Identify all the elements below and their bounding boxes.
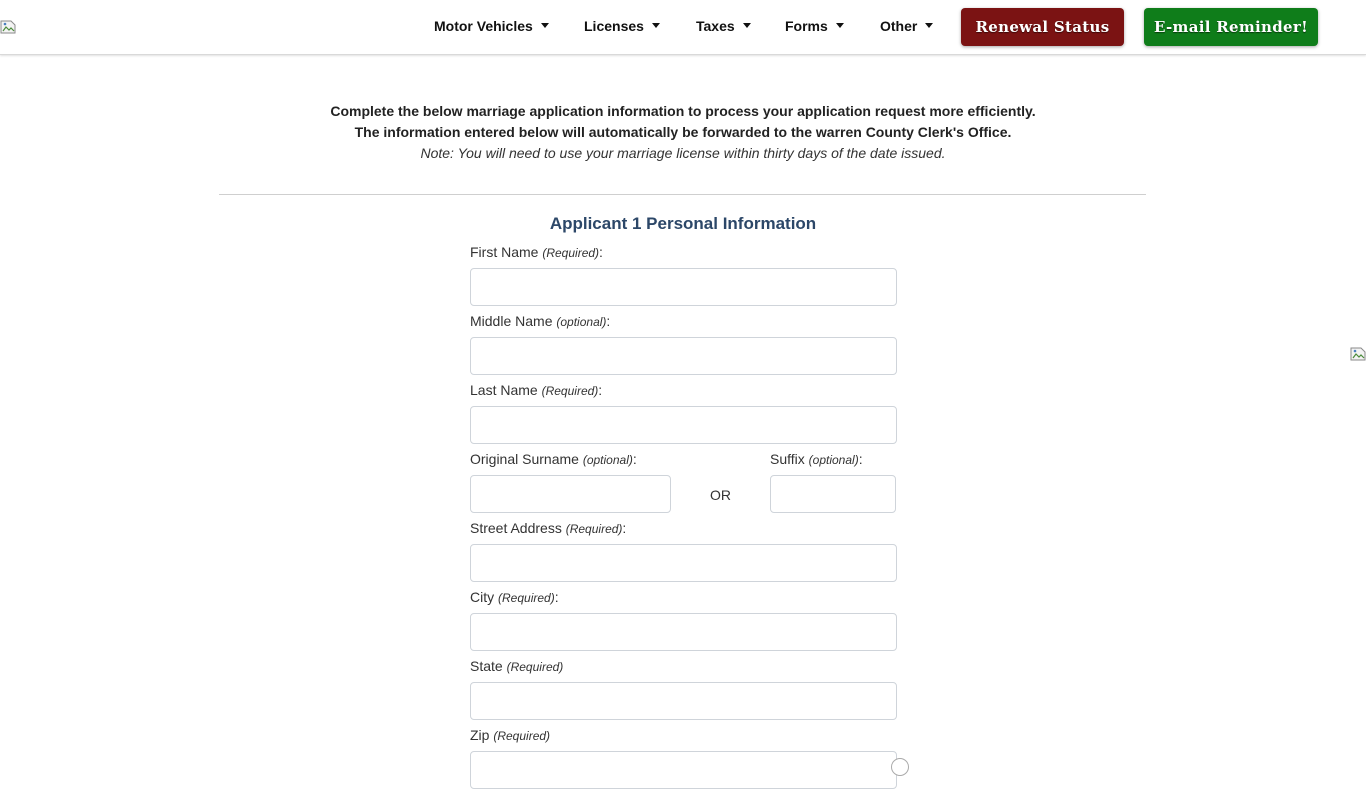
- street-address-input[interactable]: [470, 544, 897, 582]
- optional-hint: (optional): [808, 453, 859, 467]
- broken-image-icon[interactable]: [1350, 346, 1366, 362]
- nav-menu-label: Licenses: [584, 18, 644, 34]
- required-hint: (Required): [542, 246, 600, 260]
- street-address-label: [470, 519, 626, 538]
- label-text: Street Address: [470, 520, 562, 536]
- zip-label: [470, 726, 550, 745]
- validation-check-icon: [891, 758, 909, 776]
- first-name-label: [470, 243, 603, 262]
- zip-input[interactable]: [470, 751, 897, 789]
- suffix-input[interactable]: [770, 475, 896, 513]
- caret-down-icon: [925, 23, 933, 28]
- optional-hint: (optional): [582, 453, 633, 467]
- label-colon: :: [598, 382, 603, 398]
- or-separator: OR: [710, 487, 731, 503]
- intro-note: Note: You will need to use your marriage license within thirty days of the date issued.: [420, 145, 946, 161]
- intro-line-2: The information entered below will automatically be forwarded to the warren County Clerk's Office.: [354, 124, 1012, 140]
- nav-menu-motor-vehicles[interactable]: [434, 17, 549, 35]
- label-text: City: [470, 589, 495, 605]
- required-hint: (Required): [498, 591, 555, 605]
- optional-hint: (optional): [556, 315, 607, 329]
- last-name-label: [470, 381, 602, 400]
- section-divider: [219, 194, 1146, 195]
- required-hint: (Required): [506, 660, 564, 674]
- label-colon: :: [599, 244, 603, 260]
- label-colon: :: [858, 451, 863, 467]
- caret-down-icon: [541, 23, 549, 28]
- label-colon: :: [622, 520, 627, 536]
- caret-down-icon: [652, 23, 660, 28]
- state-label: [470, 657, 563, 676]
- nav-menu-licenses[interactable]: [584, 17, 660, 35]
- broken-image-icon[interactable]: [0, 19, 16, 35]
- middle-name-label: [470, 312, 610, 331]
- renewal-status-button[interactable]: Renewal Status: [961, 8, 1124, 46]
- middle-name-input[interactable]: [470, 337, 897, 375]
- label-text: Middle Name: [470, 313, 553, 329]
- label-colon: :: [554, 589, 559, 605]
- section-title: Applicant 1 Personal Information: [549, 214, 817, 233]
- last-name-input[interactable]: [470, 406, 897, 444]
- nav-menu-label: Taxes: [696, 18, 735, 34]
- caret-down-icon: [743, 23, 751, 28]
- nav-menu-forms[interactable]: [785, 17, 844, 35]
- city-input[interactable]: [470, 613, 897, 651]
- state-input[interactable]: [470, 682, 897, 720]
- suffix-label: [770, 450, 863, 469]
- email-reminder-button[interactable]: E-mail Reminder!: [1144, 8, 1318, 46]
- label-colon: :: [606, 313, 611, 329]
- first-name-input[interactable]: [470, 268, 897, 306]
- original-surname-input[interactable]: [470, 475, 671, 513]
- label-text: State: [470, 658, 503, 674]
- label-text: Suffix: [770, 451, 805, 467]
- intro-line-1: Complete the below marriage application information to process your application request more efficiently.: [330, 103, 1036, 119]
- nav-menu-taxes[interactable]: [696, 17, 751, 35]
- required-hint: (Required): [541, 384, 599, 398]
- caret-down-icon: [836, 23, 844, 28]
- nav-menu-other[interactable]: [880, 17, 933, 35]
- top-navbar: [0, 0, 1366, 55]
- label-text: Original Surname: [470, 451, 579, 467]
- label-text: Last Name: [470, 382, 538, 398]
- original-surname-label: [470, 450, 637, 469]
- city-label: [470, 588, 559, 607]
- nav-menu-label: Other: [880, 18, 918, 34]
- required-hint: (Required): [493, 729, 551, 743]
- required-hint: (Required): [565, 522, 623, 536]
- label-colon: :: [632, 451, 637, 467]
- label-text: Zip: [470, 727, 490, 743]
- label-text: First Name: [470, 244, 539, 260]
- nav-menu-label: Motor Vehicles: [434, 18, 533, 34]
- nav-menu-label: Forms: [785, 18, 828, 34]
